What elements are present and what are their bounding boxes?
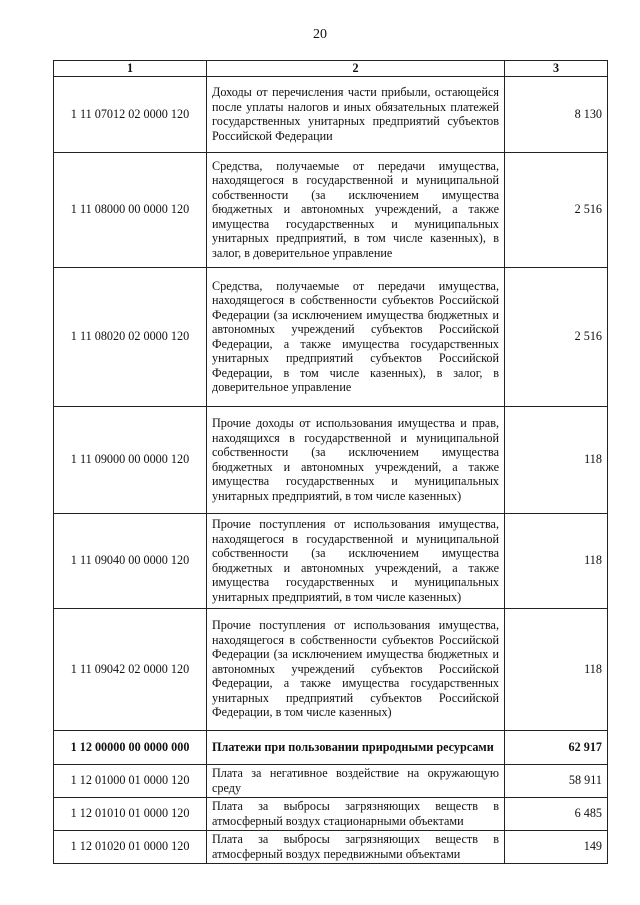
row-amount: 2 516 xyxy=(505,267,608,406)
column-header: 3 xyxy=(505,61,608,77)
column-header: 2 xyxy=(207,61,505,77)
budget-code: 1 12 01020 01 0000 120 xyxy=(54,830,207,863)
table-row xyxy=(54,267,608,406)
row-description: Плата за выбросы загрязняющих веществ в атмосферный воздух стационарными объектами xyxy=(207,797,505,830)
row-amount: 8 130 xyxy=(505,76,608,152)
table-row xyxy=(54,513,608,608)
table-row xyxy=(54,764,608,797)
revenue-table xyxy=(53,60,608,864)
row-description: Плата за выбросы загрязняющих веществ в атмосферный воздух передвижными объектами xyxy=(207,830,505,863)
table-header-row xyxy=(54,61,608,77)
row-amount: 118 xyxy=(505,406,608,513)
row-description: Плата за негативное воздействие на окружающую среду xyxy=(207,764,505,797)
budget-code: 1 11 09040 00 0000 120 xyxy=(54,513,207,608)
budget-code: 1 11 09042 02 0000 120 xyxy=(54,608,207,730)
row-description: Средства, получаемые от передачи имущества, находящегося в государственной и муниципальной собственности (за исключением имущества бюджетных и автономных учреждений, а также имущества государственных и муниципальных унитарных предприятий, в том числе казенных), в залог, в доверительное управление xyxy=(207,152,505,267)
table-row xyxy=(54,830,608,863)
row-description: Доходы от перечисления части прибыли, остающейся после уплаты налогов и иных обязательных платежей государственных унитарных предприятий субъектов Российской Федерации xyxy=(207,76,505,152)
table-row xyxy=(54,608,608,730)
column-header: 1 xyxy=(54,61,207,77)
table-row xyxy=(54,152,608,267)
budget-code: 1 11 09000 00 0000 120 xyxy=(54,406,207,513)
table-row xyxy=(54,76,608,152)
budget-code: 1 11 08020 02 0000 120 xyxy=(54,267,207,406)
table-row xyxy=(54,730,608,764)
page-number: 20 xyxy=(313,27,327,42)
budget-code: 1 11 08000 00 0000 120 xyxy=(54,152,207,267)
row-description: Прочие поступления от использования имущества, находящегося в собственности субъектов Российской Федерации (за исключением имущества бюджетных и автономных учреждений субъектов Российской Федерации, а также имущества государственных унитарных предприятий субъектов Российской Федерации, в том числе казенных) xyxy=(207,608,505,730)
row-amount: 58 911 xyxy=(505,764,608,797)
row-description: Прочие доходы от использования имущества и прав, находящихся в государственной и муниципальной собственности (за исключением имущества бюджетных и автономных учреждений, а также имущества государственных и муниципальных унитарных предприятий, в том числе казенных) xyxy=(207,406,505,513)
row-description: Прочие поступления от использования имущества, находящегося в государственной и муниципальной собственности (за исключением имущества бюджетных и автономных учреждений, а также имущества государственных и муниципальных унитарных предприятий, в том числе казенных) xyxy=(207,513,505,608)
table-row xyxy=(54,406,608,513)
row-description: Средства, получаемые от передачи имущества, находящегося в собственности субъектов Российской Федерации (за исключением имущества бюджетных и автономных учреждений субъектов Российской Федерации, а также имущества государственных унитарных предприятий субъектов Российской Федерации, в том числе казенных), в залог, в доверительное управление xyxy=(207,267,505,406)
table-row xyxy=(54,797,608,830)
row-amount: 118 xyxy=(505,608,608,730)
row-amount: 118 xyxy=(505,513,608,608)
row-amount: 2 516 xyxy=(505,152,608,267)
budget-code: 1 11 07012 02 0000 120 xyxy=(54,76,207,152)
budget-code: 1 12 00000 00 0000 000 xyxy=(54,730,207,764)
row-amount: 62 917 xyxy=(505,730,608,764)
row-amount: 149 xyxy=(505,830,608,863)
row-description: Платежи при пользовании природными ресурсами xyxy=(207,730,505,764)
budget-code: 1 12 01000 01 0000 120 xyxy=(54,764,207,797)
row-amount: 6 485 xyxy=(505,797,608,830)
budget-code: 1 12 01010 01 0000 120 xyxy=(54,797,207,830)
